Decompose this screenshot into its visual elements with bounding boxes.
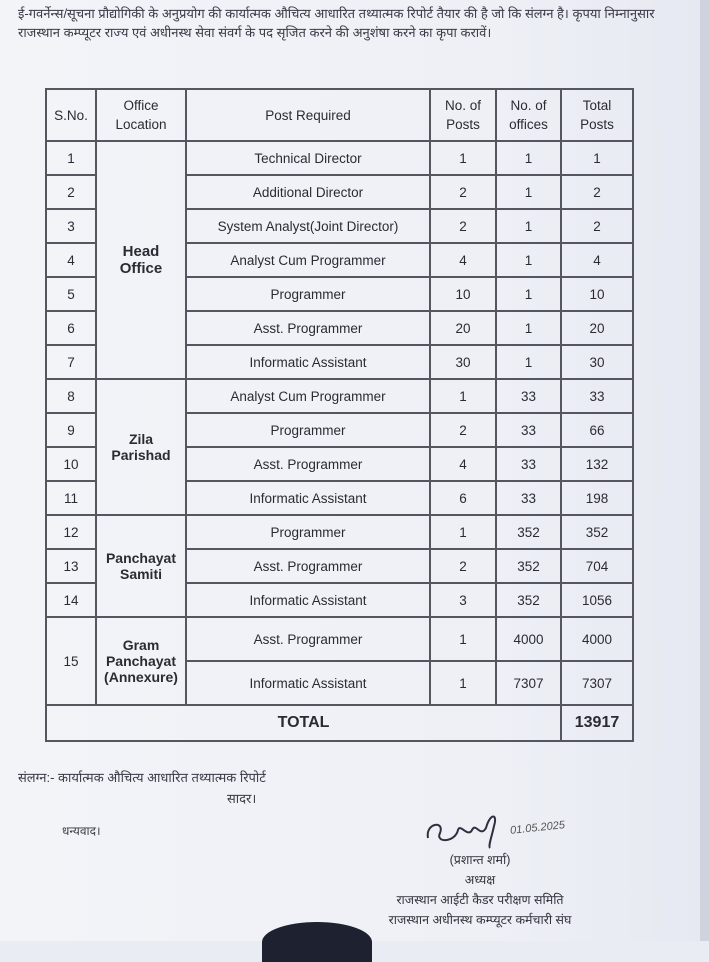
post-cell: System Analyst(Joint Director) — [186, 209, 430, 243]
office-location-cell: Panchayat Samiti — [96, 515, 186, 617]
office-location-cell: Head Office — [96, 141, 186, 379]
post-cell: Programmer — [186, 413, 430, 447]
header-post-required: Post Required — [186, 89, 430, 141]
no-of-posts-cell: 2 — [430, 413, 496, 447]
no-of-offices-cell: 352 — [496, 583, 561, 617]
signatory-name: (प्रशान्त शर्मा) — [449, 853, 511, 867]
total-posts-cell: 2 — [561, 175, 633, 209]
sno-cell: 14 — [46, 583, 96, 617]
total-value: 13917 — [561, 705, 633, 741]
table-row — [46, 515, 633, 549]
no-of-offices-cell: 33 — [496, 379, 561, 413]
total-posts-cell: 33 — [561, 379, 633, 413]
no-of-offices-cell: 33 — [496, 447, 561, 481]
sno-cell: 10 — [46, 447, 96, 481]
page-edge — [700, 0, 709, 941]
signatory-designation: अध्यक्ष — [464, 873, 496, 887]
post-cell: Asst. Programmer — [186, 549, 430, 583]
no-of-offices-cell: 1 — [496, 141, 561, 175]
no-of-offices-cell: 4000 — [496, 617, 561, 661]
sno-cell: 11 — [46, 481, 96, 515]
office-location-cell: Zila Parishad — [96, 379, 186, 515]
no-of-posts-cell: 4 — [430, 243, 496, 277]
sno-cell: 8 — [46, 379, 96, 413]
header-sno: S.No. — [46, 89, 96, 141]
signatory-org-1: राजस्थान आईटी कैडर परीक्षण समिति — [396, 893, 564, 907]
sadar-text: सादर। — [227, 791, 257, 806]
total-posts-cell: 198 — [561, 481, 633, 515]
post-cell: Programmer — [186, 515, 430, 549]
total-posts-cell: 66 — [561, 413, 633, 447]
total-label: TOTAL — [46, 705, 561, 741]
overlay-shape — [262, 922, 372, 962]
table-row — [46, 617, 633, 661]
no-of-posts-cell: 1 — [430, 379, 496, 413]
post-cell: Asst. Programmer — [186, 447, 430, 481]
no-of-offices-cell: 352 — [496, 515, 561, 549]
post-cell: Informatic Assistant — [186, 661, 430, 705]
posts-table — [45, 88, 634, 742]
no-of-posts-cell: 4 — [430, 447, 496, 481]
total-posts-cell: 4 — [561, 243, 633, 277]
post-cell: Analyst Cum Programmer — [186, 379, 430, 413]
thanks-text: धन्यवाद। — [62, 824, 101, 838]
table-row — [46, 141, 633, 175]
sno-cell: 12 — [46, 515, 96, 549]
header-total-posts: Total Posts — [561, 89, 633, 141]
post-cell: Informatic Assistant — [186, 345, 430, 379]
no-of-offices-cell: 33 — [496, 481, 561, 515]
post-cell: Informatic Assistant — [186, 481, 430, 515]
header-no-of-posts: No. of Posts — [430, 89, 496, 141]
no-of-posts-cell: 2 — [430, 209, 496, 243]
header-office-location: Office Location — [96, 89, 186, 141]
signatory-org-2: राजस्थान अधीनस्थ कम्प्यूटर कर्मचारी संघ — [388, 913, 572, 927]
post-cell: Informatic Assistant — [186, 583, 430, 617]
total-posts-cell: 1 — [561, 141, 633, 175]
total-posts-cell: 2 — [561, 209, 633, 243]
no-of-offices-cell: 1 — [496, 277, 561, 311]
no-of-posts-cell: 1 — [430, 661, 496, 705]
no-of-offices-cell: 7307 — [496, 661, 561, 705]
enclosure-note: संलग्न:- कार्यात्मक औचित्य आधारित तथ्यात्मक रिपोर्ट — [18, 770, 266, 785]
total-posts-cell: 7307 — [561, 661, 633, 705]
no-of-posts-cell: 6 — [430, 481, 496, 515]
total-posts-cell: 132 — [561, 447, 633, 481]
no-of-offices-cell: 1 — [496, 243, 561, 277]
total-posts-cell: 352 — [561, 515, 633, 549]
total-posts-cell: 30 — [561, 345, 633, 379]
intro-paragraph: ई-गवर्नेन्स/सूचना प्रौद्योगिकी के अनुप्रयोग की कार्यात्मक औचित्य आधारित तथ्यात्मक रिपोर्ट तैयार की है जो कि संलग्न है। कृपया निम्नानुसार राजस्थान कम्प्यूटर राज्य एवं अधीनस्थ सेवा संवर्ग के पद सृजित करने की अनुशंषा करने का कृपा करावें। — [18, 6, 655, 40]
sno-cell: 6 — [46, 311, 96, 345]
no-of-offices-cell: 1 — [496, 345, 561, 379]
no-of-posts-cell: 2 — [430, 549, 496, 583]
total-posts-cell: 1056 — [561, 583, 633, 617]
no-of-offices-cell: 33 — [496, 413, 561, 447]
total-posts-cell: 20 — [561, 311, 633, 345]
sno-cell: 7 — [46, 345, 96, 379]
table-header-row — [46, 89, 633, 141]
office-location-cell: Gram Panchayat (Annexure) — [96, 617, 186, 705]
signature-date: 01.05.2025 — [509, 819, 566, 837]
post-cell: Analyst Cum Programmer — [186, 243, 430, 277]
total-posts-cell: 4000 — [561, 617, 633, 661]
handwritten-signature — [420, 808, 510, 853]
sno-cell: 2 — [46, 175, 96, 209]
sno-cell: 15 — [46, 617, 96, 705]
no-of-posts-cell: 2 — [430, 175, 496, 209]
post-cell: Asst. Programmer — [186, 617, 430, 661]
no-of-offices-cell: 352 — [496, 549, 561, 583]
sno-cell: 1 — [46, 141, 96, 175]
sno-cell: 3 — [46, 209, 96, 243]
no-of-posts-cell: 1 — [430, 515, 496, 549]
post-cell: Technical Director — [186, 141, 430, 175]
post-cell: Programmer — [186, 277, 430, 311]
no-of-posts-cell: 1 — [430, 141, 496, 175]
table-row — [46, 379, 633, 413]
signatory-block — [345, 850, 615, 930]
sno-cell: 4 — [46, 243, 96, 277]
no-of-offices-cell: 1 — [496, 311, 561, 345]
sno-cell: 5 — [46, 277, 96, 311]
no-of-offices-cell: 1 — [496, 175, 561, 209]
no-of-posts-cell: 30 — [430, 345, 496, 379]
post-cell: Additional Director — [186, 175, 430, 209]
total-posts-cell: 704 — [561, 549, 633, 583]
total-row — [46, 705, 633, 741]
post-cell: Asst. Programmer — [186, 311, 430, 345]
no-of-offices-cell: 1 — [496, 209, 561, 243]
sno-cell: 13 — [46, 549, 96, 583]
no-of-posts-cell: 1 — [430, 617, 496, 661]
sno-cell: 9 — [46, 413, 96, 447]
no-of-posts-cell: 10 — [430, 277, 496, 311]
header-no-of-offices: No. of offices — [496, 89, 561, 141]
total-posts-cell: 10 — [561, 277, 633, 311]
no-of-posts-cell: 20 — [430, 311, 496, 345]
no-of-posts-cell: 3 — [430, 583, 496, 617]
